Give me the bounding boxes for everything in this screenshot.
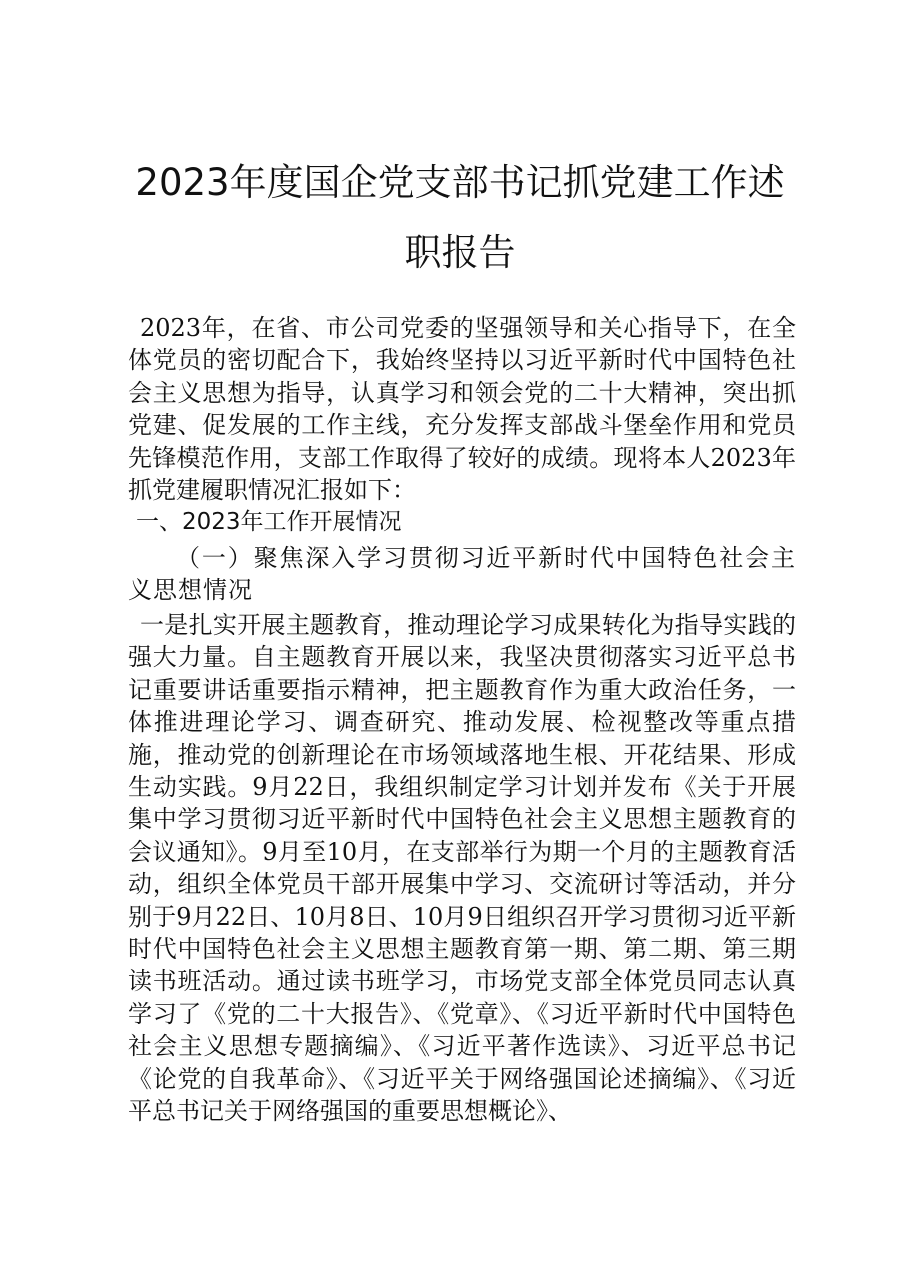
section-heading: 一、2023年工作开展情况 <box>136 509 402 535</box>
intro-paragraph: 2023年，在省、市公司党委的坚强领导和关心指导下，在全体党员的密切配合下，我始终坚持以习近平新时代中国特色社会主义思想为指导，认真学习和领会党的二十大精神，突出抓党建、促发展的工作主线，充分发挥支部战斗堡垒作用和党员先锋模范作用，支部工作取得了较好的成绩。现将本人2023年抓党建履职情况汇报如下： <box>128 314 796 505</box>
body-paragraph: 一是扎实开展主题教育，推动理论学习成果转化为指导实践的强大力量。自主题教育开展以来，我坚决贯彻落实习近平总书记重要讲话重要指示精神，把主题教育作为重大政治任务，一体推进理论学习、调查研究、推动发展、检视整改等重点措施，推动党的创新理论在市场领域落地生根、开花结果、形成生动实践。9月22日，我组织制定学习计划并发布《关于开展集中学习贯彻习近平新时代中国特色社会主义思想主题教育的会议通知》。9月至10月，在支部举行为期一个月的主题教育活动，组织全体党员干部开展集中学习、交流研讨等活动，并分别于9月22日、10月8日、10月9日组织召开学习贯彻习近平新时代中国特色社会主义思想主题教育第一期、第二期、第三期读书班活动。通过读书班学习，市场党支部全体党员同志认真学习了《党的二十大报告》、《党章》、《习近平新时代中国特色社会主义思想专题摘编》、《习近平著作选读》、习近平总书记《论党的自我革命》、《习近平关于网络强国论述摘编》、《习近平总书记关于网络强国的重要思想概论》、 <box>128 611 796 1126</box>
document-title: 2023年度国企党支部书记抓党建工作述职报告 <box>135 161 785 274</box>
subsection-heading: （一）聚焦深入学习贯彻习近平新时代中国特色社会主义思想情况 <box>128 544 796 605</box>
